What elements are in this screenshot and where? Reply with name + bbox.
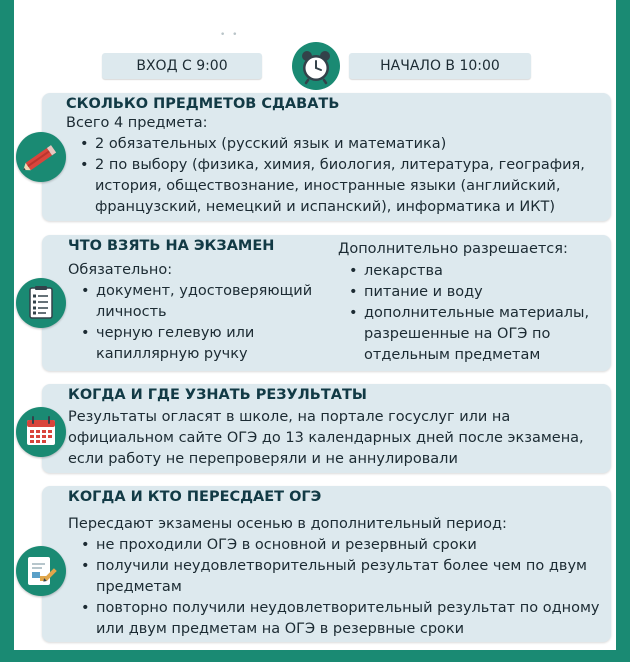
bring-title: ЧТО ВЗЯТЬ НА ЭКЗАМЕН bbox=[68, 238, 275, 254]
allowed-list bbox=[340, 261, 610, 366]
required-list bbox=[72, 281, 342, 365]
subjects-intro: Всего 4 предмета: bbox=[66, 115, 208, 131]
retake-list bbox=[72, 535, 607, 640]
allowed-item: • лекарства bbox=[340, 261, 610, 282]
required-item: • документ, удостоверяющий личность bbox=[72, 281, 342, 323]
required-label: Обязательно: bbox=[68, 262, 173, 278]
calendar-icon bbox=[16, 407, 66, 457]
retake-card bbox=[42, 486, 611, 642]
alarm-clock-icon bbox=[292, 42, 340, 90]
document-edit-icon bbox=[16, 546, 66, 596]
entry-time-pill: ВХОД С 9:00 bbox=[102, 53, 262, 79]
subjects-card bbox=[42, 93, 611, 221]
retake-item: • повторно получили неудовлетворительный результат по одному или двум предметам на ОГЭ в резервные сроки bbox=[72, 598, 607, 640]
subjects-item: • 2 по выбору (физика, химия, биология, литература, география, история, обществознание, иностранные языки (английский, французский, немецкий и испанский), информатика и ИКТ) bbox=[71, 155, 606, 218]
allowed-item: • питание и воду bbox=[340, 282, 610, 303]
checklist-icon bbox=[16, 278, 66, 328]
start-time-pill: НАЧАЛО В 10:00 bbox=[349, 53, 531, 79]
results-text: Результаты огласят в школе, на портале госуслуг или на официальном сайте ОГЭ до 13 календарных дней после экзамена, если работу не перепроверяли и не аннулировали bbox=[68, 409, 584, 467]
results-title: КОГДА И ГДЕ УЗНАТЬ РЕЗУЛЬТАТЫ bbox=[68, 387, 367, 403]
retake-item: • получили неудовлетворительный результат более чем по двум предметам bbox=[72, 556, 607, 598]
retake-item: • не проходили ОГЭ в основной и резервный сроки bbox=[72, 535, 607, 556]
allowed-label: Дополнительно разрешается: bbox=[338, 241, 568, 257]
retake-title: КОГДА И КТО ПЕРЕСДАЕТ ОГЭ bbox=[68, 489, 322, 505]
required-item: • черную гелевую или капиллярную ручку bbox=[72, 323, 342, 365]
subjects-title: СКОЛЬКО ПРЕДМЕТОВ СДАВАТЬ bbox=[66, 96, 340, 112]
results-card bbox=[42, 384, 611, 473]
infographic-page bbox=[14, 0, 616, 650]
bring-card bbox=[42, 235, 611, 371]
subjects-list bbox=[71, 134, 606, 218]
pencil-icon bbox=[16, 132, 66, 182]
decorative-dots: • • bbox=[220, 30, 240, 40]
allowed-item: • дополнительные материалы, разрешенные на ОГЭ по отдельным предметам bbox=[340, 303, 610, 366]
retake-intro: Пересдают экзамены осенью в дополнительный период: bbox=[68, 516, 507, 532]
subjects-item: • 2 обязательных (русский язык и математика) bbox=[71, 134, 606, 155]
